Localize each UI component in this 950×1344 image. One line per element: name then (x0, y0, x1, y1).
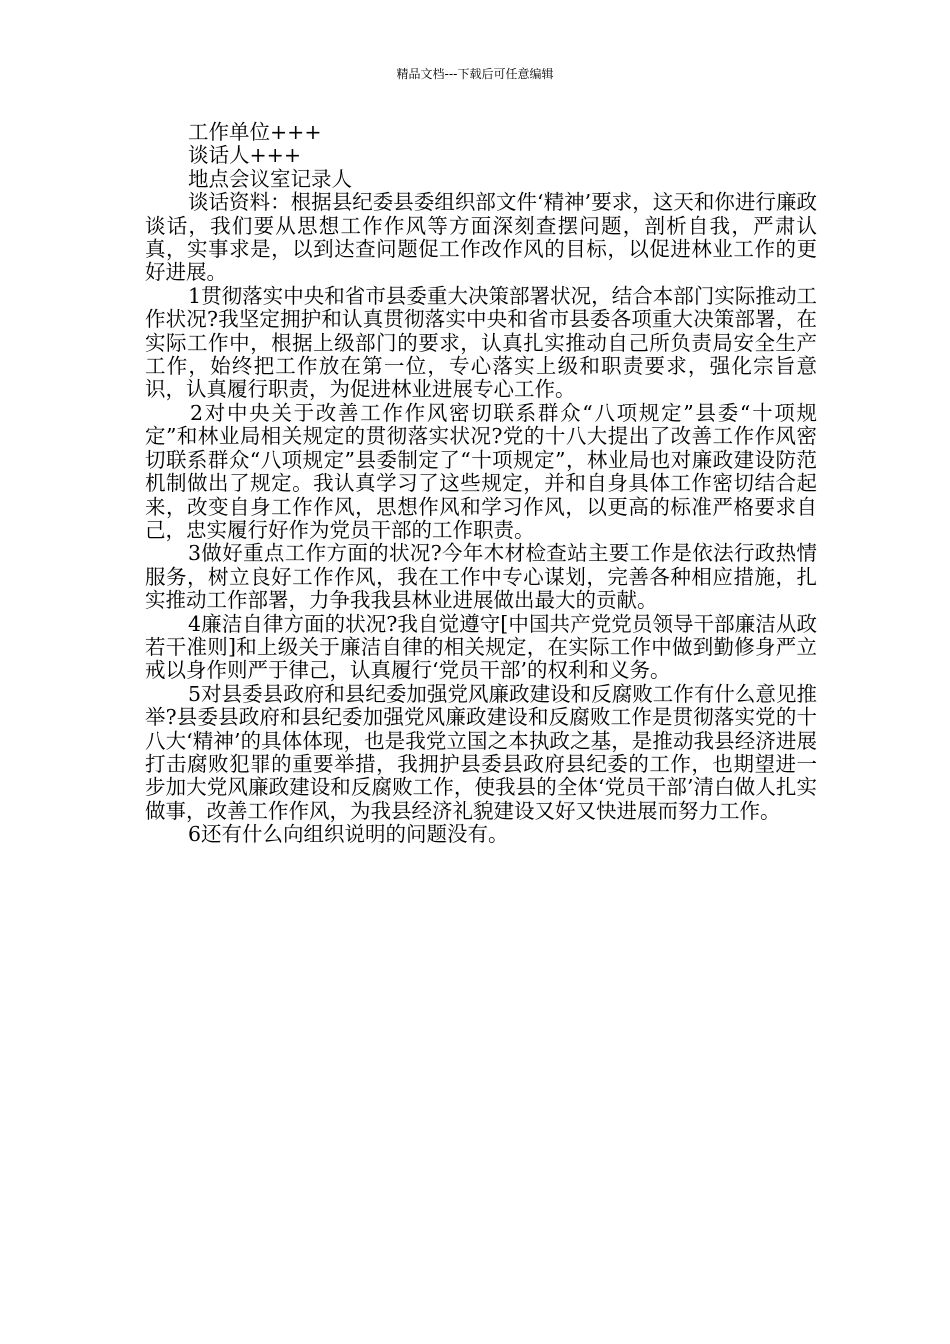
paragraph-6: 6还有什么向组织说明的问题没有。 (188, 822, 509, 847)
document-body (145, 121, 817, 847)
paragraph-4: 4廉洁自律方面的状况?我自觉遵守[中国共产党党员领导干部廉洁从政若干准则]和上级关于廉洁自律的相关规定，在实际工作中做到勤修身严立戒以身作则严于律己，认真履行‘党员干部’的权利和义务。 (145, 611, 817, 683)
paragraph-intro: 谈话资料：根据县纪委县委组织部文件‘精神’要求，这天和你进行廉政谈话，我们要从思想工作作风等方面深刻查摆问题，剖析自我，严肃认真，实事求是，以到达查问题促工作改作风的目标，以促进林业工作的更好进展。 (145, 190, 817, 285)
paragraph-3: 3做好重点工作方面的状况?今年木材检查站主要工作是依法行政热情服务，树立良好工作作风，我在工作中专心谋划，完善各种相应措施，扎实推动工作部署，力争我我县林业进展做出最大的贡献。 (145, 541, 817, 613)
paragraph-2: 2对中央关于改善工作作风密切联系群众“八项规定”县委“十项规定”和林业局相关规定的贯彻落实状况?党的十八大提出了改善工作作风密切联系群众“八项规定”县委制定了“十项规定”，林业局也对廉政建设防范机制做出了规定。我认真学习了这些规定，并和自身具体工作密切结合起来，改变自身工作作风，思想作风和学习作风，以更高的标准严格要求自己，忠实履行好作为党员干部的工作职责。 (145, 400, 817, 542)
meta-place: 地点会议室记录人 (188, 166, 352, 191)
meta-talker: 谈话人+++ (188, 143, 302, 168)
paragraph-5: 5对县委县政府和县纪委加强党风廉政建设和反腐败工作有什么意见推举?县委县政府和县纪委加强党风廉政建设和反腐败工作是贯彻落实党的十八大‘精神’的具体体现，也是我党立国之本执政之基，是推动我县经济进展打击腐败犯罪的重要举措，我拥护县委县政府县纪委的工作，也期望进一步加大党风廉政建设和反腐败工作，使我县的全体‘党员干部’清白做人扎实做事，改善工作作风，为我县经济礼貌建设又好又快进展而努力工作。 (145, 681, 817, 823)
paragraph-1: 1贯彻落实中央和省市县委重大决策部署状况，结合本部门实际推动工作状况?我坚定拥护和认真贯彻落实中央和省市县委各项重大决策部署，在实际工作中，根据上级部门的要求，认真扎实推动自己所负责局安全生产工作，始终把工作放在第一位，专心落实上级和职责要求，强化宗旨意识，认真履行职责，为促进林业进展专心工作。 (145, 283, 817, 402)
meta-unit: 工作单位+++ (188, 120, 322, 144)
header-note: 精品文档---下载后可任意编辑 (396, 67, 554, 81)
